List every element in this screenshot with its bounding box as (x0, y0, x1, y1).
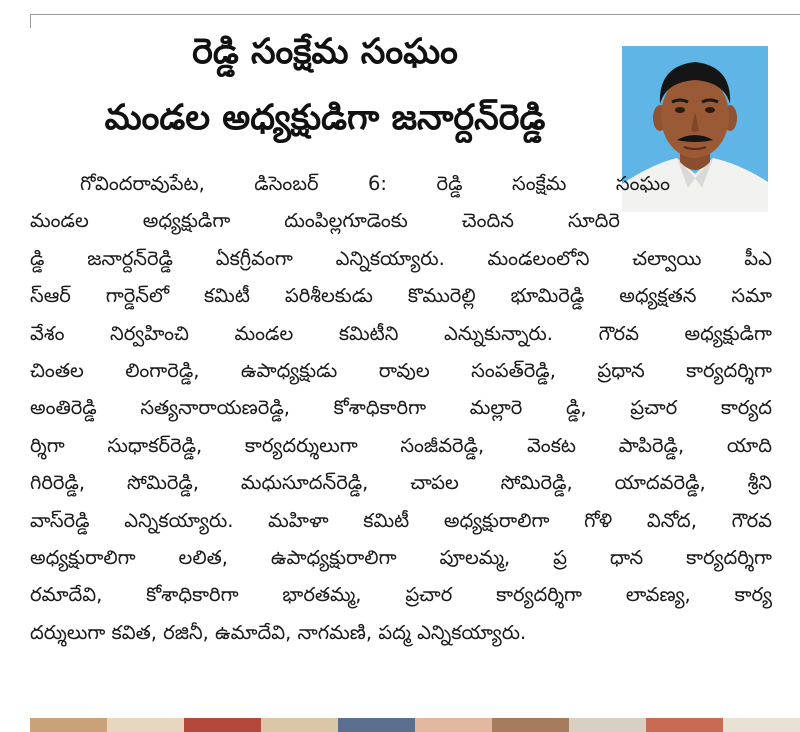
headline-line-1: రెడ్డి సంక్షేమ సంఘం (192, 32, 458, 72)
body-line: దర్శులుగా కవిత, రజినీ, ఉమాదేవి, నాగమణి, పద్మ ఎన్నికయ్యారు. (30, 620, 527, 644)
body-line: చింతల లింగారెడ్డి, ఉపాధ్యక్షుడు రావుల సంపత్‌రెడ్డి, ప్రధాన కార్యదర్శిగా (30, 358, 772, 382)
body-line: ర్శిగా సుధాకర్‌రెడ్డి, కార్యదర్శులుగా సంజీవరెడ్డి, వెంకట పాపిరెడ్డి, యాది (30, 433, 772, 457)
article-body (30, 165, 772, 651)
body-line: వేశం నిర్వహించి మండల కమిటీని ఎన్నుకున్నారు. గౌరవ అధ్యక్షుడిగా (30, 321, 772, 345)
body-line: గోవిందరావుపేట, డిసెంబర్ 6: రెడ్డి సంక్షేమ సంఘం (80, 172, 670, 195)
column-top-rule (30, 14, 800, 15)
column-left-rule (30, 14, 31, 28)
headline-line-2: మండల అధ్యక్షుడిగా జనార్దన్‌రెడ్డి (104, 98, 546, 138)
body-line: రమాదేవి, కోశాధికారిగా భారతమ్మ, ప్రచార కార్యదర్శిగా లావణ్య, కార్య (30, 583, 772, 607)
body-line: అంతిరెడ్డి సత్యనారాయణరెడ్డి, కోశాధికారిగా మల్లారె డ్డి, ప్రచార కార్యద (30, 396, 772, 420)
body-line: డ్డి జనార్దన్‌రెడ్డి ఏకగ్రీవంగా ఎన్నికయ్యారు. మండలంలోని చల్వాయి పీఎ (30, 246, 772, 270)
body-line: అధ్యక్షురాలిగా లలిత, ఉపాధ్యక్షురాలిగా పూలమ్మ, ప్ర ధాన కార్యదర్శిగా (30, 545, 772, 569)
body-line: మండల అధ్యక్షుడిగా దుంపిల్లగూడెంకు చెందిన సూదిరె (30, 209, 620, 233)
body-line: గిరిరెడ్డి, సోమిరెడ్డి, మధుసూదన్‌రెడ్డి, చాపల సోమిరెడ్డి, యాదవరెడ్డి, శ్రీని (30, 471, 772, 495)
body-line: వాస్‌రెడ్డి ఎన్నికయ్యారు. మహిళా కమిటీ అధ్యక్షురాలిగా గోళి వినోద, గౌరవ (30, 508, 772, 532)
adjacent-photo-strip (30, 718, 800, 732)
body-line: స్‌ఆర్ గార్డెన్‌లో కమిటీ పరిశీలకుడు కొమురెల్లి భూమిరెడ్డి అధ్యక్షతన సమా (30, 284, 772, 308)
